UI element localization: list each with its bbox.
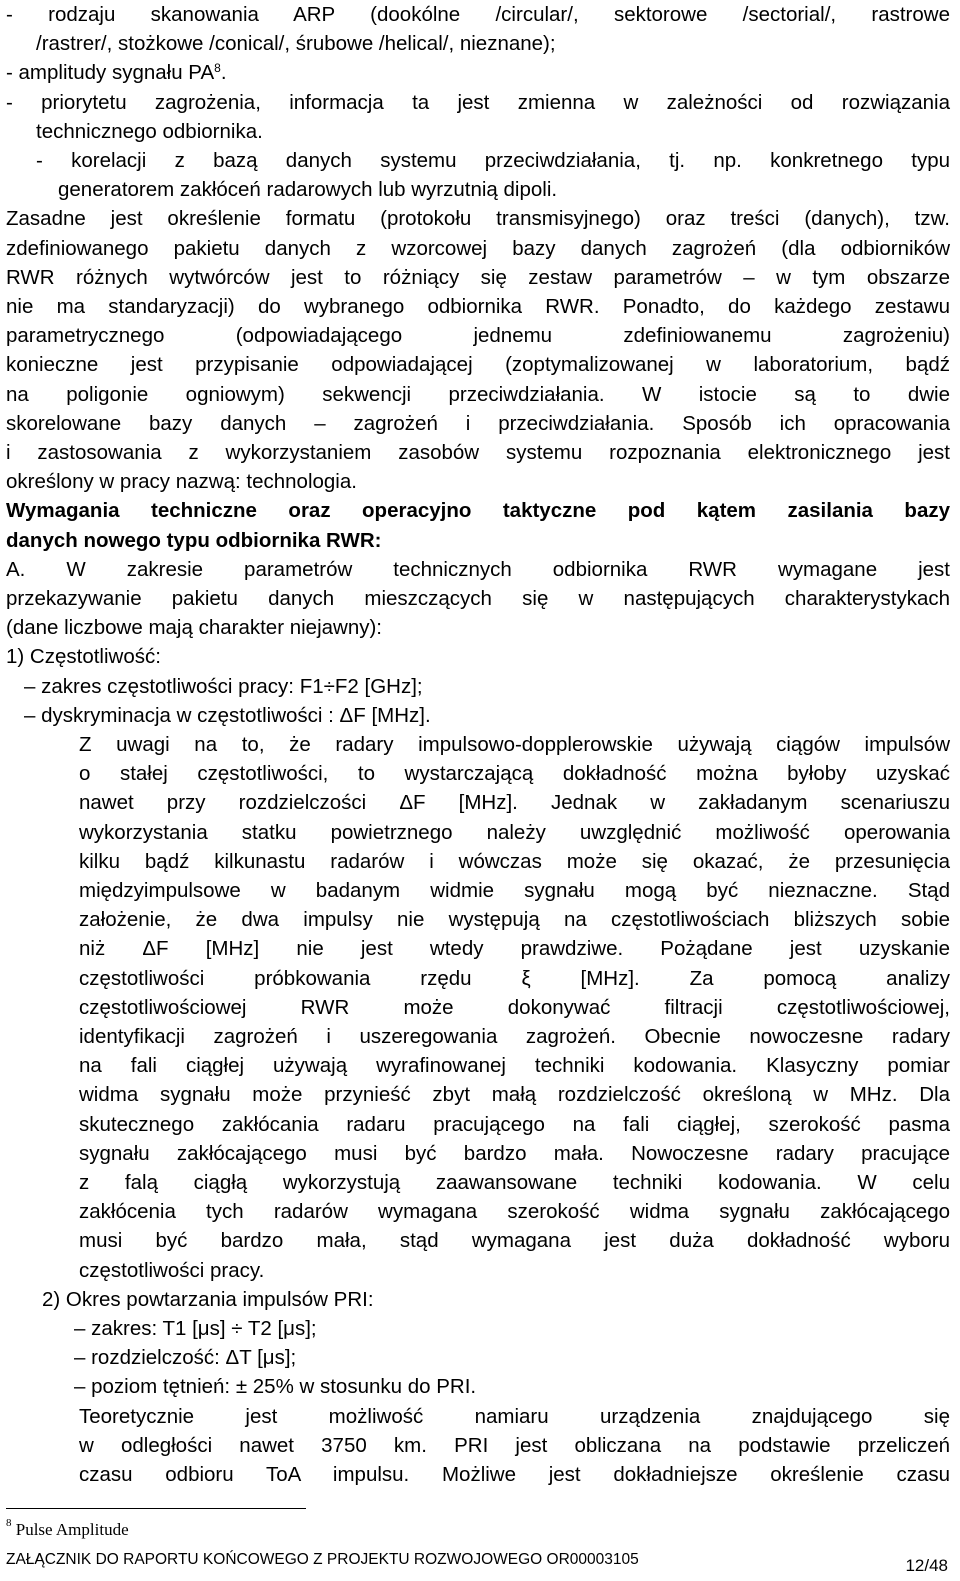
line-text: 1) Częstotliwość: (6, 645, 161, 669)
line-text: na fali ciągłej używają wyrafinowanej techniki kodowania. Klasyczny pomiar (79, 1054, 950, 1078)
text-line (58, 175, 950, 204)
text-line (36, 29, 950, 58)
line-text: międzyimpulsowe w badanym widmie sygnału mogą być nieznaczne. Stąd (79, 879, 950, 902)
text-line (6, 292, 950, 321)
line-text: założenie, że dwa impulsy nie występują na częstotliwościach bliższych sobie (79, 908, 950, 932)
text-line (79, 847, 950, 876)
line-text: niż ΔF [MHz] nie jest wtedy prawdziwe. Pożądane jest uzyskanie (79, 937, 950, 961)
line-text: Wymagania techniczne oraz operacyjno taktyczne pod kątem zasilania bazy (6, 499, 950, 523)
text-line (79, 934, 950, 963)
line-text: i zastosowania z wykorzystaniem zasobów systemu rozpoznania elektronicznego jest (6, 441, 950, 464)
text-line (6, 350, 950, 379)
line-text: – zakres: T1 [μs] ÷ T2 [μs]; (74, 1317, 317, 1340)
text-line (74, 1314, 950, 1343)
line-text: częstotliwościowej RWR może dokonywać filtracji częstotliwościowej, (79, 995, 950, 1019)
text-line (79, 1168, 950, 1197)
line-text: Zasadne jest określenie formatu (protokołu transmisyjnego) oraz treści (danych), tzw. (6, 207, 950, 231)
text-line (6, 88, 950, 117)
text-line (79, 1110, 950, 1139)
line-text: Teoretycznie jest możliwość namiaru urządzenia znajdującego się (79, 1404, 950, 1428)
line-text: musi być bardzo mała, stąd wymagana jest duża dokładność wyboru (79, 1229, 950, 1253)
text-line (6, 584, 950, 613)
footnote (6, 1517, 129, 1540)
text-line (6, 321, 950, 350)
text-line (79, 1256, 950, 1285)
line-text: generatorem zakłóceń radarowych lub wyrzutnią dipoli. (58, 178, 558, 202)
text-line (6, 263, 950, 292)
footer-title: ZAŁĄCZNIK DO RAPORTU KOŃCOWEGO Z PROJEKTU ROZWOJOWEGO OR00003105 (6, 1551, 639, 1568)
line-text: identyfikacji zagrożeń i uszeregowania zagrożeń. Obecnie nowoczesne radary (79, 1025, 950, 1048)
text-line (79, 1431, 950, 1460)
line-text: sygnału zakłócającego musi być bardzo mała. Nowoczesne radary pracujące (79, 1141, 950, 1165)
line-text: z falą ciągłą wykorzystują zaawansowane techniki kodowania. W celu (79, 1171, 950, 1194)
line-text: skorelowane bazy danych – zagrożeń i przeciwdziałania. Sposób ich opracowania (6, 411, 950, 435)
line-text: - amplitudy sygnału PA (6, 61, 215, 85)
text-line (42, 1285, 950, 1314)
line-text: o stałej częstotliwości, to wystarczającą dokładność można byłoby uzyskać (79, 762, 950, 786)
line-text: zdefiniowanego pakietu danych z wzorcowej bazy danych zagrożeń (dla odbiorników (6, 236, 950, 260)
line-text: (dane liczbowe mają charakter niejawny): (6, 616, 383, 640)
text-line (6, 234, 950, 263)
line-text: – rozdzielczość: ΔT [μs]; (74, 1346, 297, 1370)
text-line (79, 730, 950, 759)
text-line (74, 1372, 950, 1401)
line-text: – zakres częstotliwości pracy: F1÷F2 [GHz]; (24, 674, 423, 698)
text-line (36, 117, 950, 146)
text-line (6, 58, 950, 87)
line-text: wykorzystania statku powietrznego należy uwzględnić możliwość operowania (79, 820, 950, 844)
text-line (6, 526, 950, 555)
line-text: częstotliwości pracy. (79, 1258, 265, 1282)
line-text: nawet przy rozdzielczości ΔF [MHz]. Jednak w zakładanym scenariuszu (79, 791, 950, 815)
text-line (24, 701, 950, 730)
text-line (6, 0, 950, 29)
line-text: częstotliwości próbkowania rzędu ξ [MHz]. Za pomocą analizy (79, 966, 950, 990)
line-text: - korelacji z bazą danych systemu przeciwdziałania, tj. np. konkretnego typu (36, 149, 950, 172)
text-line (79, 759, 950, 788)
text-line (6, 380, 950, 409)
text-line (79, 993, 950, 1022)
line-text: - rodzaju skanowania ARP (dookólne /circular/, sektorowe /sectorial/, rastrowe (6, 3, 950, 26)
text-line (6, 642, 950, 671)
line-text: 2) Okres powtarzania impulsów PRI: (42, 1287, 374, 1311)
text-line (79, 876, 950, 905)
text-line (79, 1197, 950, 1226)
text-line (79, 1022, 950, 1051)
line-tail: . (220, 61, 227, 85)
text-line (79, 1080, 950, 1109)
line-text: w odległości nawet 3750 km. PRI jest obliczana na podstawie przeliczeń (79, 1433, 950, 1457)
text-line (79, 1051, 950, 1080)
text-line (6, 613, 950, 642)
line-text: kilku bądź kilkunastu radarów i wówczas może się okazać, że przesunięcia (79, 849, 950, 873)
line-text: danych nowego typu odbiornika RWR: (6, 528, 382, 552)
text-line (6, 438, 950, 467)
line-text: czasu odbioru ToA impulsu. Możliwe jest dokładniejsze określenie czasu (79, 1463, 950, 1486)
text-line (6, 467, 950, 496)
footnote-ref: 8 (214, 61, 221, 76)
line-text: RWR różnych wytwórców jest to różniący się zestaw parametrów – w tym obszarze (6, 265, 950, 289)
text-line (6, 204, 950, 233)
footnote-number: 8 (6, 1517, 12, 1529)
line-text: /rastrer/, stożkowe /conical/, śrubowe /helical/, nieznane); (36, 32, 556, 56)
page-number: 12/48 (905, 1556, 948, 1575)
line-text: A. W zakresie parametrów technicznych odbiornika RWR wymagane jest (6, 557, 950, 581)
text-line (79, 1460, 950, 1489)
line-text: Z uwagi na to, że radary impulsowo-dopplerowskie używają ciągów impulsów (79, 733, 950, 756)
line-text: – poziom tętnień: ± 25% w stosunku do PRI. (74, 1375, 477, 1399)
line-text: skutecznego zakłócania radaru pracującego na fali ciągłej, szerokość pasma (79, 1112, 950, 1136)
line-text: parametrycznego (odpowiadającego jednemu zdefiniowanemu zagrożeniu) (6, 324, 950, 348)
line-text: na poligonie ogniowym) sekwencji przeciwdziałania. W istocie są to dwie (6, 382, 950, 406)
footnote-text: Pulse Amplitude (11, 1520, 129, 1539)
text-line (79, 1226, 950, 1255)
line-text: zakłócenia tych radarów wymagana szerokość widma sygnału zakłócającego (79, 1200, 950, 1224)
footnote-divider (6, 1508, 306, 1509)
text-line (24, 672, 950, 701)
line-text: przekazywanie pakietu danych mieszczących się w następujących charakterystykach (6, 587, 950, 610)
text-line (6, 496, 950, 525)
line-text: technicznego odbiornika. (36, 119, 263, 143)
text-line (79, 964, 950, 993)
line-text: nie ma standaryzacji) do wybranego odbiornika RWR. Ponadto, do każdego zestawu (6, 295, 950, 318)
text-line (79, 1139, 950, 1168)
line-text: określony w pracy nazwą: technologia. (6, 470, 357, 494)
line-text: widma sygnału może przynieść zbyt małą rozdzielczość określoną w MHz. Dla (79, 1083, 950, 1107)
text-line (79, 818, 950, 847)
text-line (79, 788, 950, 817)
line-text: - priorytetu zagrożenia, informacja ta jest zmienna w zależności od rozwiązania (6, 90, 950, 114)
line-text: konieczne jest przypisanie odpowiadającej (zoptymalizowanej w laboratorium, bądź (6, 353, 950, 377)
text-line (79, 905, 950, 934)
line-text: – dyskryminacja w częstotliwości : ΔF [MHz]. (24, 703, 431, 727)
text-line (6, 409, 950, 438)
text-line (79, 1402, 950, 1431)
text-line (36, 146, 950, 175)
text-line (74, 1343, 950, 1372)
text-line (6, 555, 950, 584)
